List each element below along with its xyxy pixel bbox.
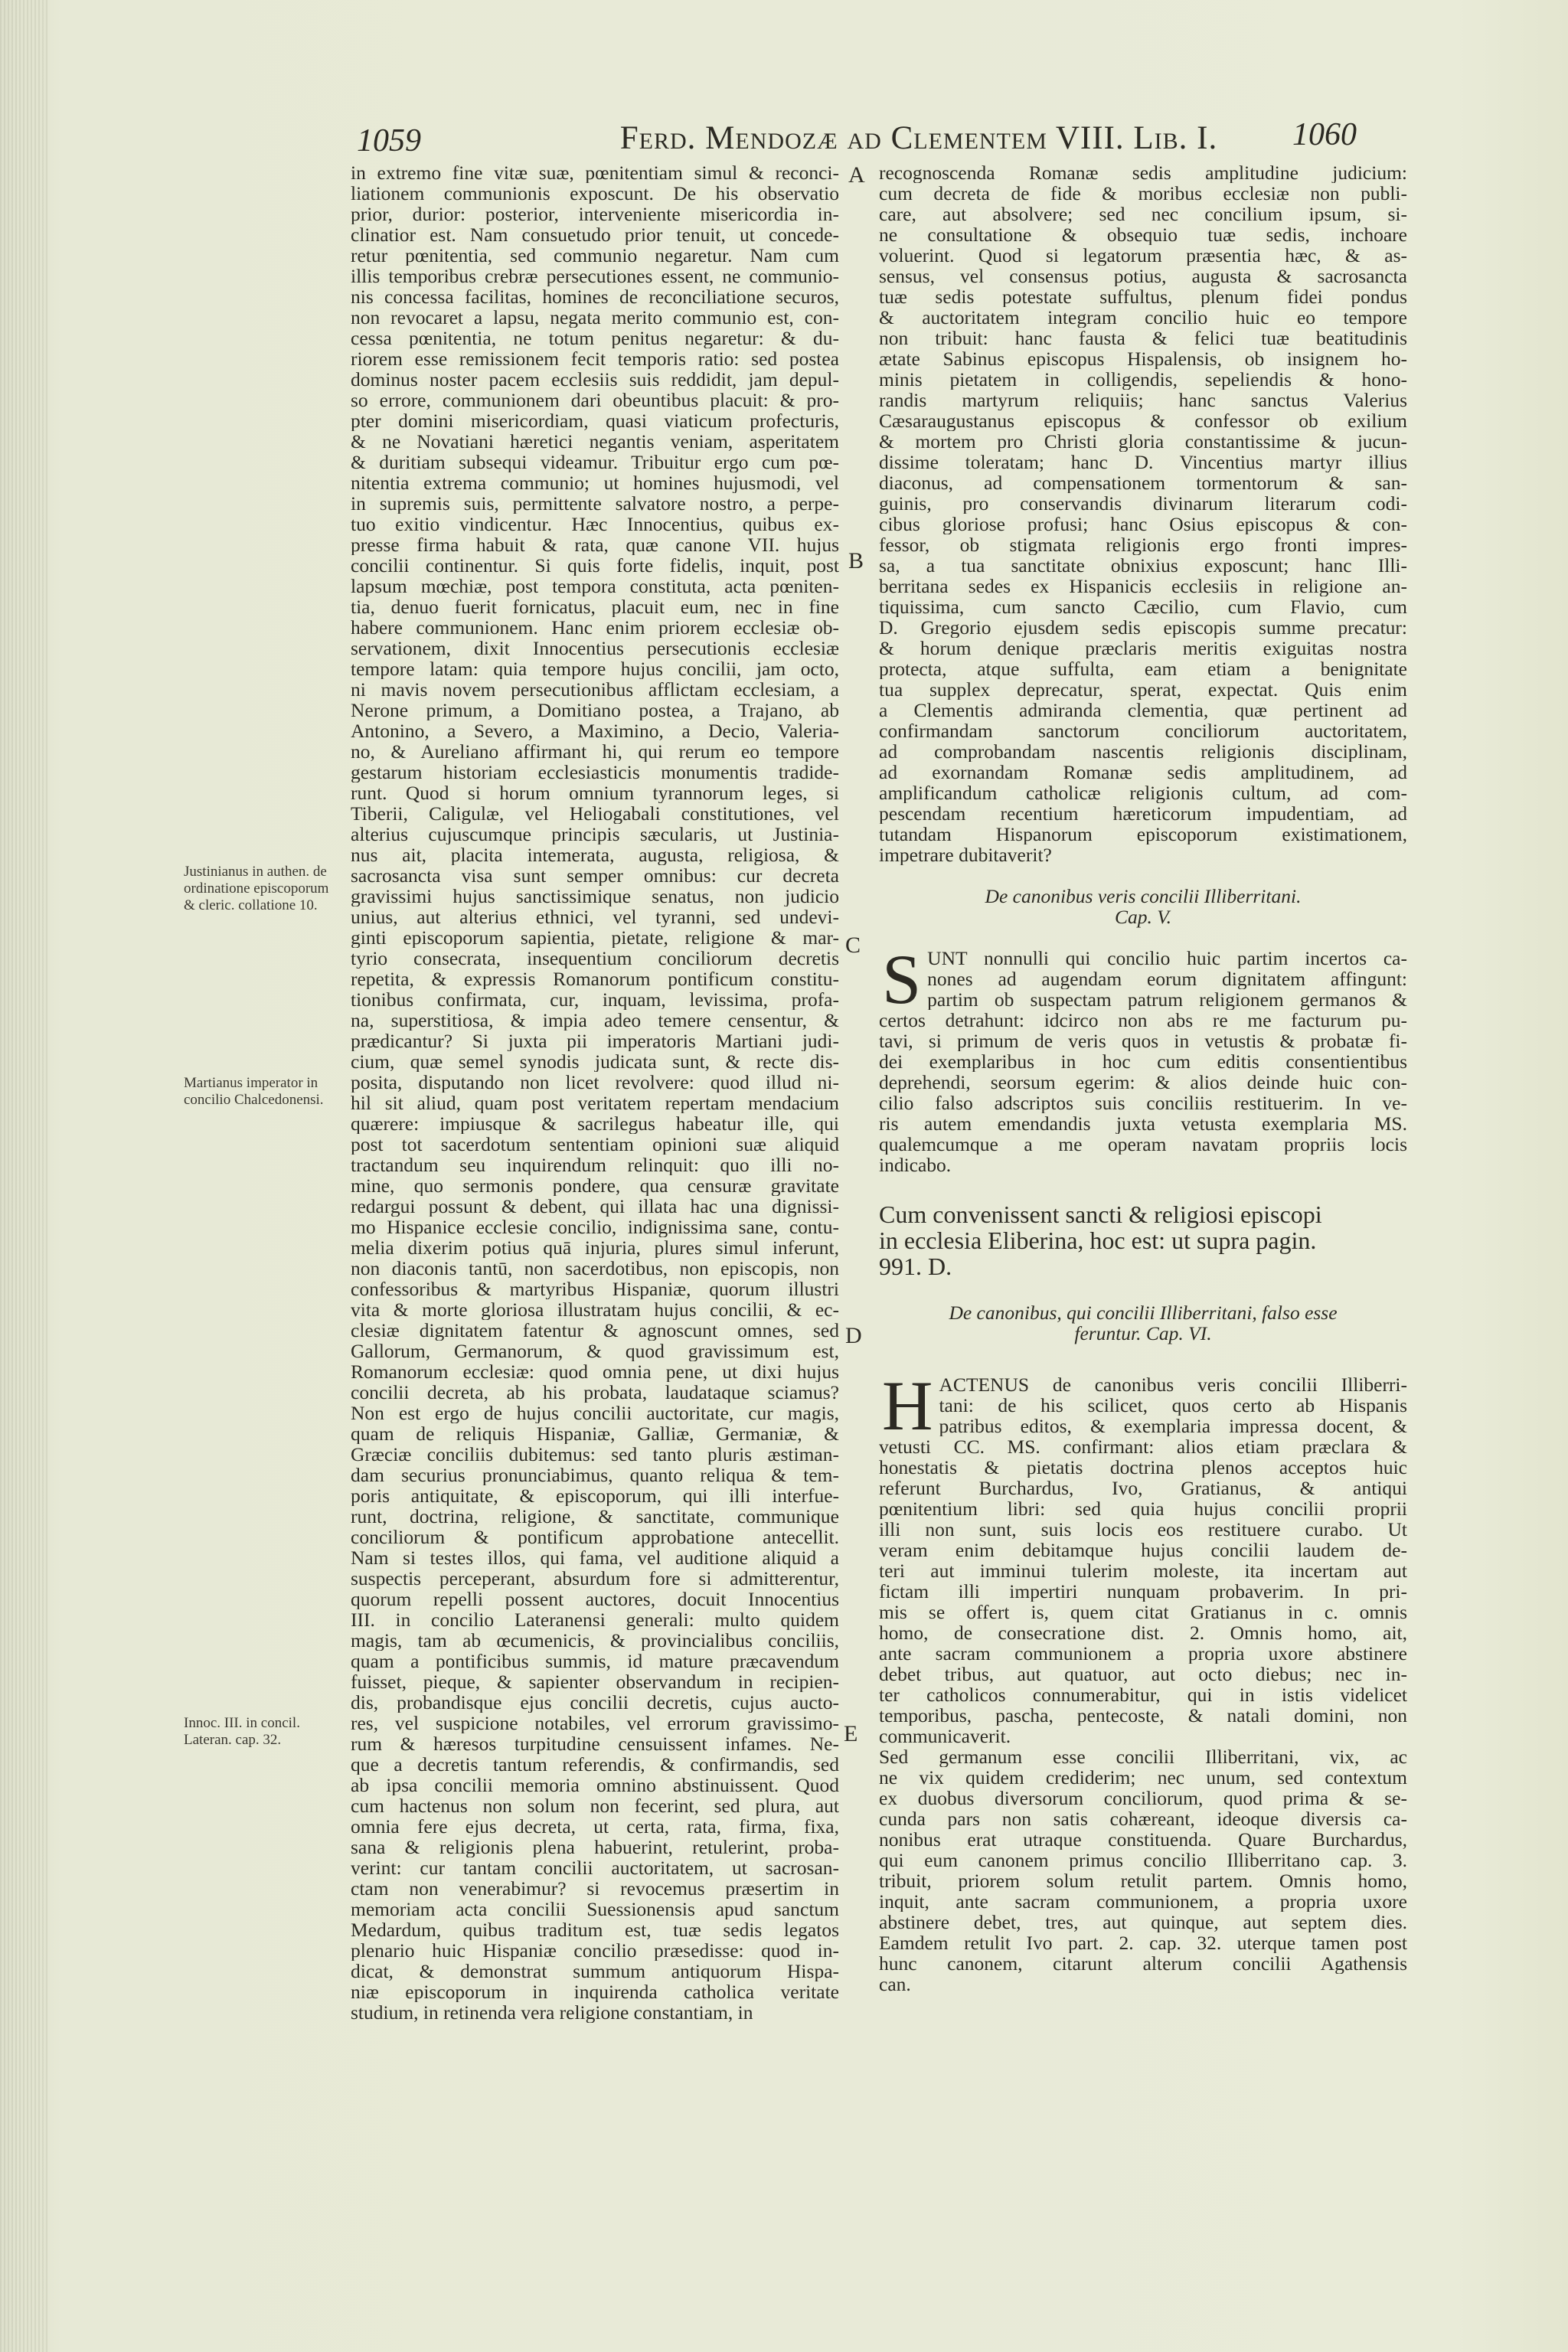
chapter-v-body [879,940,1407,1175]
chapter-vi-body [879,1367,1407,1994]
text-line: certos detrahunt: idcirco non abs re me facturum pu- [879,1010,1407,1031]
text-line: conciliorum & pontificum approbatione antecellit. [351,1527,839,1547]
text-line: dis, probandisque ejus concilii decretis, cujus aucto- [351,1692,839,1713]
section-letter-b: B [848,548,864,573]
text-line: que a decretis tantum referendis, & confirmandis, sed [351,1754,839,1775]
text-line: res, vel suspicione notabiles, vel errorum gravissimo- [351,1713,839,1733]
text-line: cium, quæ semel synodis judicata sunt, & recte dis- [351,1051,839,1072]
text-line: Nerone primum, a Domitiano postea, a Trajano, ab [351,700,839,720]
text-line: no, & Aureliano affirmant hi, qui rerum eo tempore [351,741,839,762]
right-text-block-2 [879,940,1407,1175]
text-line: nonibus erat utraque constituenda. Quare Burchardus, [879,1829,1407,1850]
text-line: Eamdem retulit Ivo part. 2. cap. 32. uterque tamen post [879,1932,1407,1953]
text-line: dicat, & demonstrat summum antiquorum Hispa- [351,1961,839,1981]
text-line: ter catholicos connumerabitur, qui in istis videlicet [879,1684,1407,1705]
text-line: na, superstitiosa, & impia adeo temere censentur, & [351,1010,839,1031]
text-line: clesiæ dignitatem fatentur & agnoscunt omnes, sed [351,1320,839,1341]
text-line: recognoscenda Romanæ sedis amplitudine judicium: [879,162,1407,183]
text-line: pœnitentium libri: sed quia hujus concilii proprii [879,1498,1407,1519]
text-line: impetrare dubitaverit? [879,844,1052,865]
text-line: patribus editos, & exemplaria impressa docent, & [939,1416,1407,1436]
text-line: minis pietatem in colligendis, sepeliendis & hono- [879,369,1407,390]
text-line: UNT nonnulli qui concilio huic partim incertos ca- [927,948,1407,969]
text-line: teri aut imminui tulerim moleste, ita incertam aut [879,1560,1407,1581]
text-line: & mortem pro Christi gloria constantissime & jucun- [879,431,1407,452]
drop-cap-s: S [882,940,922,1018]
text-line: ne consultatione & obsequio tuæ sedis, inchoare [879,224,1407,245]
text-line: fictam illi impertiri nunquam probaverim. In pri- [879,1581,1407,1602]
spacer [879,1279,1407,1302]
text-line: plenario huic Hispaniæ concilio præsedisse: quod in- [351,1940,839,1961]
text-line: ne vix quidem crediderim; nec unum, sed contextum [879,1767,1407,1788]
text-line: ACTENUS de canonibus veris concilii Illiberri- [939,1374,1407,1395]
text-line: Sed germanum esse concilii Illiberritani, vix, ac [879,1746,1407,1767]
text-line: tutandam Hispanorum episcoporum existimationem, [879,824,1407,844]
text-line: can. [879,1974,911,1994]
text-line: mis se offert is, quem citat Gratianus in c. omnis [879,1602,1407,1622]
text-line: & duritiam subsequi videamur. Tribuitur ergo cum pœ- [351,452,839,472]
text-line: ante sacram communionem a propria uxore abstinere [879,1643,1407,1664]
text-line: sana & religionis plena habuerint, retulerint, proba- [351,1837,839,1857]
text-line: tractandum seu inquirendum relinquit: quo illi no- [351,1155,839,1175]
text-line: protecta, atque suffulta, eam etiam a benignitate [879,658,1407,679]
text-line: dominus noster pacem ecclesiis suis reddidit, jam depul- [351,369,839,390]
text-line: debet tribus, aut quatuor, aut octo diebus; nec in- [879,1664,1407,1684]
canon-intro-line-1: Cum convenissent sancti & religiosi episcopi [879,1200,1322,1228]
text-line: hil sit aliud, quam post veritatem repertam mendacium [351,1093,839,1113]
text-line: Græciæ conciliis dubitemus: sed tanto pluris æstiman- [351,1444,839,1465]
text-line: unius, aut alterius ethnici, vel tyranni, sed undevi- [351,906,839,927]
chapter-heading-vi: De canonibus, qui concilii Illiberritani, falso esse [949,1302,1338,1324]
text-line: repetita, & expressis Romanorum pontificum constitu- [351,969,839,989]
spacer [879,927,1407,948]
text-line: vetusti CC. MS. confirmant: alios etiam præclara & [879,1436,1407,1457]
text-line: ris autem emendandis juxta vetusta exemplaria MS. [879,1113,1407,1134]
text-line: verint: cur tantam concilii auctoritatem, ut sacrosan- [351,1857,839,1878]
text-line: nus ait, placita intemerata, augusta, religiosa, & [351,844,839,865]
text-line: Nam si testes illos, qui fama, vel auditione aliquid a [351,1547,839,1568]
text-line: non tribuit: hanc fausta & felici tuæ beatitudinis [879,328,1407,348]
text-line: ætate Sabinus episcopus Hispalensis, ob insignem ho- [879,348,1407,369]
text-line: & ne Novatiani hæretici negantis veniam, asperitatem [351,431,839,452]
text-line: presse firma habuit & rata, quæ canone VII. hujus [351,534,839,555]
text-line: ab ipsa concilii memoria omnino abstinuissent. Quod [351,1775,839,1795]
text-line: tiquissima, cum sancto Cæcilio, cum Flavio, cum [879,596,1407,617]
text-line: memoriam acta concilii Suessionensis apud sanctum [351,1899,839,1919]
text-line: concilii decreta, ab his probata, laudataque sciamus? [351,1382,839,1403]
text-line: dam securius pronunciabimus, quanto reliqua & tem- [351,1465,839,1485]
text-line: gestarum historiam ecclesiasticis monumentis tradide- [351,762,839,782]
text-line: inquit, ante sacram communionem, a propria uxore [879,1891,1407,1912]
left-page-number: 1059 [357,123,421,158]
margin-note-martianus: Martianus imperator in concilio Chalcedonensi. [184,1075,324,1108]
section-letter-d: D [845,1323,862,1348]
text-line: cum hactenus non solum non fecerint, sed plura, aut [351,1795,839,1816]
text-line: poris antiquitate, & episcoporum, qui illi interfue- [351,1485,839,1506]
text-line: abstinere debet, tres, aut quinque, aut septem dies. [879,1912,1407,1932]
text-line: hunc canonem, citarunt alterum concilii Agathensis [879,1953,1407,1974]
text-line: veram enim debitamque hujus concilii laudem de- [879,1540,1407,1560]
margin-note-innocentius: Innoc. III. in concil. Lateran. cap. 32. [184,1715,300,1748]
spacer [879,1344,1407,1374]
text-line: clinatior est. Nam consuetudo prior tenuit, ut concede- [351,224,839,245]
text-line: tyrio consecrata, insequentium conciliorum decretis [351,948,839,969]
text-line: fessor, ob stigmata religionis ergo fronti impres- [879,534,1407,555]
text-line: nis concessa facilitas, homines de reconciliatione securos, [351,286,839,307]
text-line: quorum repelli possent auctores, docuit Innocentius [351,1589,839,1609]
text-line: melia dixerim potius quā injuria, plures simul inferunt, [351,1237,839,1258]
text-line: omnia fere ejus decreta, ut certa, rata, firma, fixa, [351,1816,839,1837]
text-line: nitentia extrema communio; ut homines hujusmodi, vel [351,472,839,493]
text-line: studium, in retinenda vera religione constantiam, in [351,2002,753,2023]
text-line: tempore latam: quia tempore hujus concilii, jam octo, [351,658,839,679]
text-line: tani: de his scilicet, quos certo ab Hispanis [939,1395,1407,1416]
text-line: servationem, dixit Innocentius persecutionis ecclesiæ [351,638,839,658]
text-line: quam a pontificibus summis, id mature præcavendum [351,1651,839,1671]
text-line: pter domini misericordiam, quasi viaticum profecturis, [351,410,839,431]
text-line: ni mavis novem persecutionibus afflictam ecclesiam, a [351,679,839,700]
text-line: confirmandam sanctorum conciliorum auctoritatem, [879,720,1407,741]
section-letter-e: E [844,1721,858,1746]
text-line: tia, denuo fuerit fornicatus, placuit eum, nec in fine [351,596,839,617]
text-line: amplificandum catholicæ religionis cultum, ad com- [879,782,1407,803]
text-line: guinis, pro conservandis divinarum literarum codi- [879,493,1407,514]
book-spine-edge [0,0,47,2352]
text-line: tuæ sedis potestate suffultus, plenum fidei pondus [879,286,1407,307]
text-line: habere communionem. Hanc enim priorem ecclesiæ ob- [351,617,839,638]
text-line: ad comprobandam nascentis religionis disciplinam, [879,741,1407,762]
text-line: riorem esse remissionem fecit temporis ratio: sed postea [351,348,839,369]
right-text-column [879,162,1407,1994]
text-line: dissime toleratam; hanc D. Vincentius martyr illius [879,452,1407,472]
text-line: Medardum, quibus traditum est, tuæ sedis legatos [351,1919,839,1940]
text-line: runt, doctrina, religione, & sanctitate, communique [351,1506,839,1527]
text-line: & horum denique præclaris meritis exiguitas nostra [879,638,1407,658]
chapter-heading-v: De canonibus veris concilii Illiberritani. [985,885,1302,907]
text-line: vita & morte gloriosa illustratam hujus concilii, & ec- [351,1299,839,1320]
text-line: Antonino, a Severo, a Maximino, a Decio, Valeria- [351,720,839,741]
canon-intro-line-2: in ecclesia Eliberina, hoc est: ut supra pagin. [879,1227,1317,1254]
right-page-number: 1060 [1292,117,1357,152]
section-letter-c: C [845,933,861,958]
text-line: Cæsaraugustanus episcopus & confessor ob exilium [879,410,1407,431]
right-text-block-1 [879,162,1407,865]
text-line: quærere: impiusque & sacrilegus habeatur ille, qui [351,1113,839,1134]
text-line: sensus, vel consensus potius, augusta & sacrosancta [879,266,1407,286]
text-line: non diaconis tantū, non sacerdotibus, non episcopis, non [351,1258,839,1279]
text-line: dei exemplaribus in hoc cum editis consentientibus [879,1051,1407,1072]
text-line: tionibus confirmata, cur, inquam, levissima, profa- [351,989,839,1010]
canon-intro-line-3: 991. D. [879,1253,952,1280]
text-line: deprehendi, seorsum egerim: & alios deinde huic con- [879,1072,1407,1093]
text-line: a Clementis admiranda clementia, quæ pertinent ad [879,700,1407,720]
drop-cap-h: H [882,1367,933,1445]
text-line: ex duobus diversorum conciliorum, quod prima & se- [879,1788,1407,1808]
text-line: cum decreta de fide & moribus ecclesiæ non publi- [879,183,1407,204]
text-line: randis martyrum reliquiis; hanc sanctus Valerius [879,390,1407,410]
left-text-column [351,162,839,2023]
text-line: lapsum mœchiæ, post tempora constituta, acta pœniten- [351,576,839,596]
chapter-number-v: Cap. V. [1115,906,1171,928]
text-line: care, aut absolvere; sed nec concilium ipsum, si- [879,204,1407,224]
text-line: honestatis & pietatis doctrina plenos acceptos huic [879,1457,1407,1478]
text-line: voluerint. Quod si legatorum præsentia hæc, & as- [879,245,1407,266]
spacer [879,1175,1407,1201]
text-line: so errore, communionem dari obeuntibus placuit: & pro- [351,390,839,410]
chapter-number-vi: feruntur. Cap. VI. [1074,1322,1212,1344]
text-line: partim ob suspectam patrum religionem germanos & [927,989,1407,1010]
text-line: diaconus, ad compensationem tormentorum & san- [879,472,1407,493]
text-line: Gallorum, Germanorum, & quod gravissimum est, [351,1341,839,1361]
margin-note-justinianus: Justinianus in authen. de ordinatione episcoporum & cleric. collatione 10. [184,864,329,913]
text-line: niæ episcoporum in inquirenda catholica veritate [351,1981,839,2002]
text-line: berritana sedes ex Hispanicis ecclesiis in religione an- [879,576,1407,596]
text-line: D. Gregorio ejusdem sedis episcopis summe precatur: [879,617,1407,638]
text-line: magis, tam ab œcumenicis, & provincialibus conciliis, [351,1630,839,1651]
text-line: qualemcumque a me operam navatam propriis locis [879,1134,1407,1155]
text-line: tua supplex deprecatur, sperat, expectat. Quis enim [879,679,1407,700]
text-line: indicabo. [879,1155,952,1175]
text-line: ctam non venerabimur? si revocemus præsertim in [351,1878,839,1899]
text-line: liationem communionis exposcunt. De his observatio [351,183,839,204]
text-line: cilio falso adscriptos suis conciliis restituerim. In ve- [879,1093,1407,1113]
text-line: prædicantur? Si juxta pii imperatoris Martiani judi- [351,1031,839,1051]
text-line: III. in concilio Lateranensi generali: multo quidem [351,1609,839,1630]
text-line: cessa pœnitentia, ne totum penitus negaretur: & du- [351,328,839,348]
text-line: in supremis suis, permittente salvatore nostro, a perpe- [351,493,839,514]
text-line: concilii continentur. Si quis forte fidelis, inquit, post [351,555,839,576]
text-line: illis temporibus crebræ persecutiones essent, ne communio- [351,266,839,286]
running-title: Ferd. Mendozæ ad Clementem VIII. Lib. I. [619,120,1218,156]
text-line: alterius cujuscumque principis sæcularis, ut Justinia- [351,824,839,844]
text-line: quam de reliquis Hispaniæ, Galliæ, Germaniæ, & [351,1423,839,1444]
text-line: referunt Burchardus, Ivo, Gratianus, & antiqui [879,1478,1407,1498]
text-line: temporibus, pascha, pentecoste, & natali domini, non [879,1705,1407,1726]
text-line: & auctoritatem integram concilio huic eo tempore [879,307,1407,328]
text-line: cibus gloriose profusi; hanc Osius episcopus & con- [879,514,1407,534]
text-line: posita, disputando non licet revolvere: quod illud ni- [351,1072,839,1093]
text-line: prior, durior: posterior, interveniente misericordia in- [351,204,839,224]
text-line: rum & hæresos turpitudine censuissent infames. Ne- [351,1733,839,1754]
text-line: homo, de consecratione dist. 2. Omnis homo, ait, [879,1622,1407,1643]
text-line: pescendam recentium hæreticorum impudentiam, ad [879,803,1407,824]
text-line: sa, a tua sanctitate obnixius exposcunt; hanc Illi- [879,555,1407,576]
text-line: Romanorum ecclesiæ: quod omnia pene, ut dixi hujus [351,1361,839,1382]
text-line: suspectis perceperant, absurdum fore si admitterentur, [351,1568,839,1589]
text-line: in extremo fine vitæ suæ, pœnitentiam simul & reconci- [351,162,839,183]
text-line: cunda pars non satis cohæreant, ideoque diversis ca- [879,1808,1407,1829]
text-line: ginti episcoporum sapientia, pietate, religione & mar- [351,927,839,948]
text-line: nones ad augendam eorum dignitatem affingunt: [927,969,1407,989]
text-line: tavi, si primum de veris quos in vetustis & probatæ fi- [879,1031,1407,1051]
text-line: retur pœnitentia, sed communio negaretur. Nam cum [351,245,839,266]
text-line: post tot sacerdotum sententiam opinioni suæ aliquid [351,1134,839,1155]
text-line: fuisset, pieque, & sapienter observandum in recipien- [351,1671,839,1692]
text-line: Tiberii, Caligulæ, vel Heliogabali constitutiones, vel [351,803,839,824]
text-line: runt. Quod si horum omnium tyrannorum leges, si [351,782,839,803]
spacer [879,865,1407,886]
text-line: communicaverit. [879,1726,1011,1746]
text-line: sacrosancta visa sunt semper omnibus: cur decreta [351,865,839,886]
right-text-block-3 [879,1367,1407,1994]
text-line: tuo exitio vindicentur. Hæc Innocentius, quibus ex- [351,514,839,534]
text-line: gravissimi hujus sanctissimique senatus, non judicio [351,886,839,906]
text-line: qui eum canonem primus concilio Illiberritano cap. 3. [879,1850,1407,1870]
section-letter-a: A [848,162,865,188]
text-line: redargui possunt & debent, qui illata hac una dignissi- [351,1196,839,1217]
text-line: illi non sunt, suis locis eos restituere curabo. Ut [879,1519,1407,1540]
text-line: tribuit, priorem solum retulit partem. Omnis homo, [879,1870,1407,1891]
text-line: non revocaret a lapsu, negata merito communio est, con- [351,307,839,328]
text-line: ad exornandam Romanæ sedis amplitudinem, ad [879,762,1407,782]
text-line: mo Hispanice ecclesie concilio, indignissima sane, contu- [351,1217,839,1237]
text-line: confessoribus & martyribus Hispaniæ, quorum illustri [351,1279,839,1299]
text-line: Non est ergo de hujus concilii auctoritate, cur magis, [351,1403,839,1423]
text-line: mine, quo sermonis pondere, qua censuræ gravitate [351,1175,839,1196]
